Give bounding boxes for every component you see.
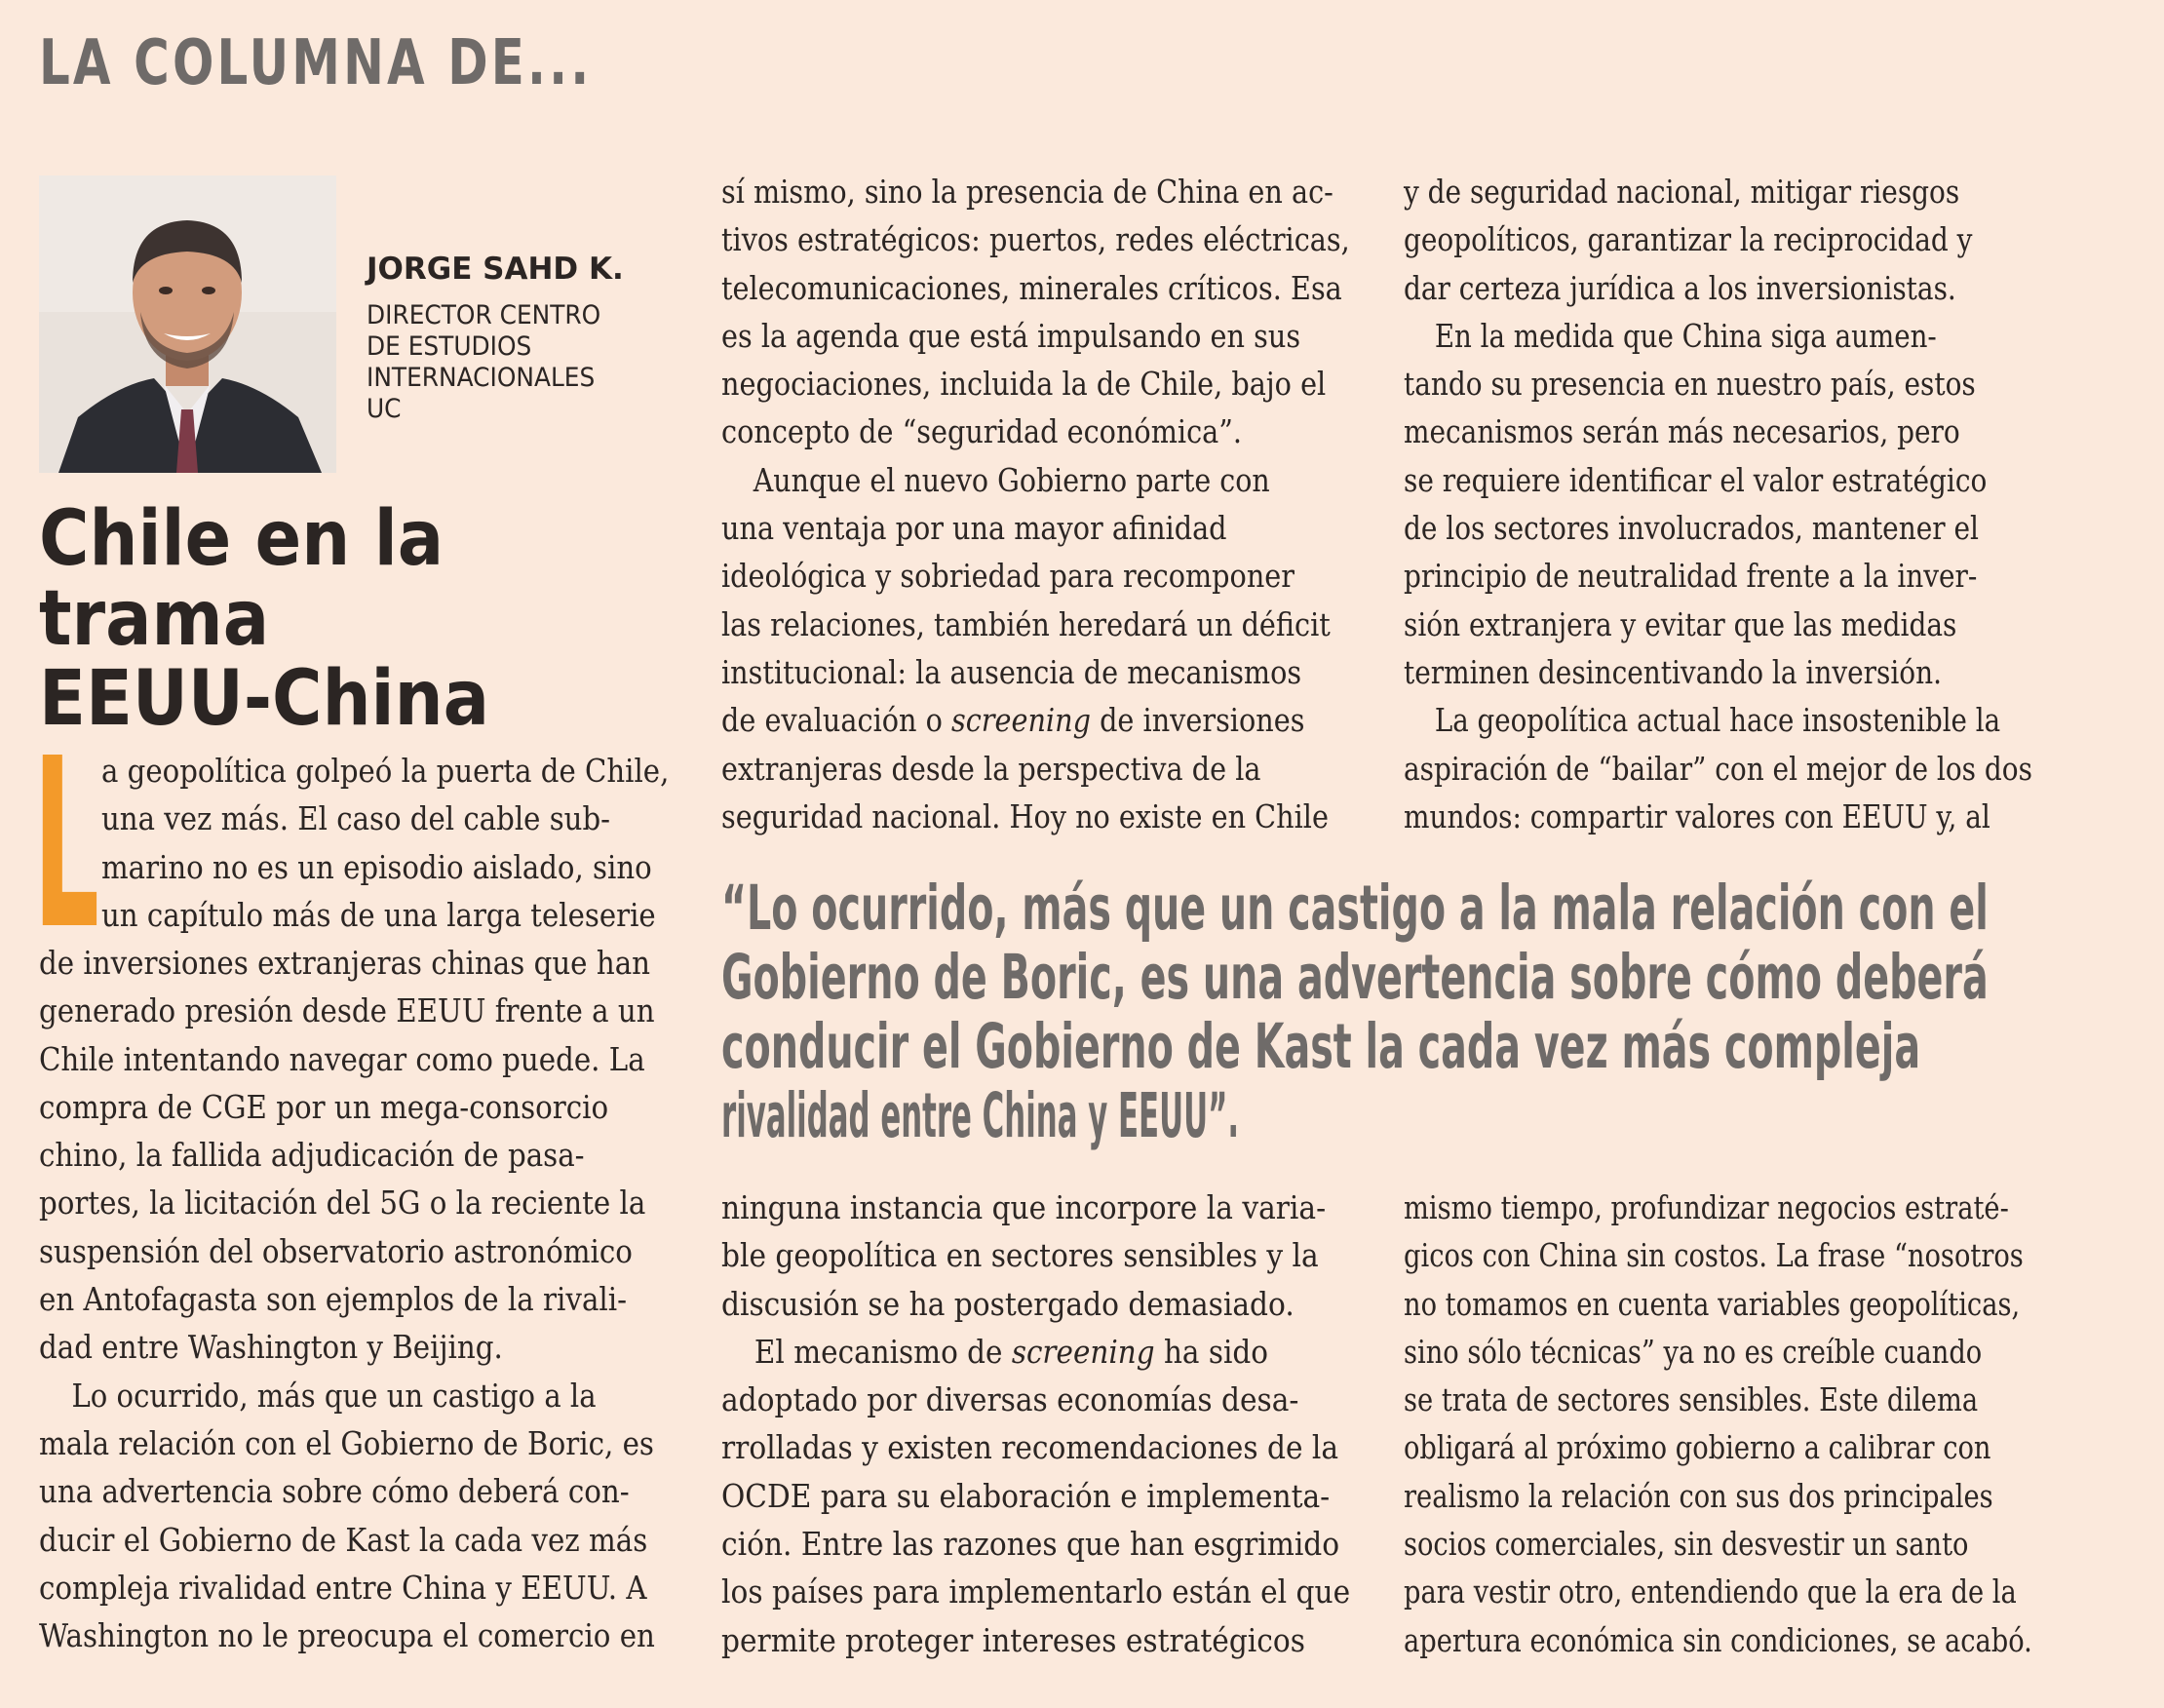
- text-line: suspensión del observatorio astronómico: [39, 1231, 633, 1270]
- text-line: sión extranjera y evitar que las medidas: [1404, 604, 1957, 643]
- column-2-top: [721, 168, 1445, 840]
- text-line: portes, la licitación del 5G o la reciente la: [39, 1184, 646, 1223]
- author-role-line: DE ESTUDIOS: [367, 331, 532, 362]
- column-3-bottom: [1404, 1184, 2164, 1664]
- text-line: discusión se ha postergado demasiado.: [721, 1284, 1295, 1323]
- text-line: no tomamos en cuenta variables geopolíticas,: [1404, 1284, 2021, 1323]
- text-line: rrolladas y existen recomendaciones de la: [721, 1428, 1339, 1467]
- headline: [39, 495, 609, 743]
- text-line: principio de neutralidad frente a la inver-: [1404, 557, 1978, 596]
- text-line: La geopolítica actual hace insostenible la: [1434, 701, 2001, 740]
- text-line: concepto de “seguridad económica”.: [721, 412, 1243, 451]
- text-line: realismo la relación con sus dos principales: [1404, 1476, 1993, 1515]
- text-line: chino, la fallida adjudicación de pasa-: [39, 1136, 585, 1175]
- author-name: JORGE SAHD K.: [367, 252, 624, 287]
- pull-quote-line: conducir el Gobierno de Kast la cada vez más compleja: [721, 1011, 1921, 1082]
- text-line: geopolíticos, garantizar la reciprocidad y: [1404, 220, 1973, 259]
- text-line: Aunque el nuevo Gobierno parte con: [753, 460, 1270, 499]
- text-line: una ventaja por una mayor afinidad: [721, 509, 1227, 548]
- text-line: En la medida que China siga aumen-: [1434, 316, 1937, 355]
- text-line: compra de CGE por un mega-consorcio: [39, 1087, 609, 1126]
- text-line: ducir el Gobierno de Kast la cada vez más: [39, 1520, 648, 1559]
- headline-line: EEUU-China: [39, 655, 489, 743]
- text-line: y de seguridad nacional, mitigar riesgos: [1404, 173, 1960, 211]
- italic-term: screening: [951, 701, 1091, 740]
- text-line: una advertencia sobre cómo deberá con-: [39, 1472, 630, 1511]
- text-line: es la agenda que está impulsando en sus: [721, 316, 1301, 355]
- column-1-body: [39, 939, 733, 1659]
- text-line: a geopolítica golpeó la puerta de Chile,: [101, 752, 670, 790]
- text-line: socios comerciales, sin desvestir un santo: [1404, 1525, 1969, 1564]
- drop-cap-letter: L: [33, 708, 99, 981]
- text-line: ninguna instancia que incorpore la varia-: [721, 1188, 1327, 1226]
- text-line: ideológica y sobriedad para recomponer: [721, 557, 1295, 596]
- headline-line: Chile en la trama: [39, 495, 444, 663]
- column-1-top: [101, 747, 743, 939]
- text-line: apertura económica sin condiciones, se acabó.: [1404, 1620, 2032, 1659]
- text-line: en Antofagasta son ejemplos de la rivali-: [39, 1280, 628, 1319]
- text-line: gicos con China sin costos. La frase “nosotros: [1404, 1236, 2024, 1275]
- section-label: LA COLUMNA DE...: [39, 27, 593, 99]
- author-photo: [39, 175, 336, 473]
- text-line: se trata de sectores sensibles. Este dilema: [1404, 1380, 1979, 1419]
- text-line: El mecanismo de screening ha sido: [754, 1332, 1268, 1371]
- text-line: para vestir otro, entendiendo que la era de la: [1404, 1572, 2017, 1611]
- text-line: las relaciones, también heredará un déficit: [721, 604, 1331, 643]
- text-line: Washington no le preocupa el comercio en: [39, 1616, 655, 1655]
- pull-quote-line: “Lo ocurrido, más que un castigo a la mala relación con el: [721, 873, 1989, 944]
- text-line: marino no es un episodio aislado, sino: [101, 847, 652, 886]
- text-line: dar certeza jurídica a los inversionistas.: [1404, 268, 1956, 307]
- text-line: ble geopolítica en sectores sensibles y la: [721, 1236, 1319, 1275]
- text-line: mundos: compartir valores con EEUU y, al: [1404, 796, 1990, 835]
- author-role-line: INTERNACIONALES UC: [367, 363, 596, 424]
- text-line: permite proteger intereses estratégicos: [721, 1620, 1305, 1659]
- text-line: extranjeras desde la perspectiva de la: [721, 749, 1261, 788]
- text-line: generado presión desde EEUU frente a un: [39, 991, 655, 1030]
- text-line: adoptado por diversas economías desa-: [721, 1380, 1299, 1419]
- text-line: ción. Entre las razones que han esgrimido: [721, 1525, 1340, 1564]
- text-line: negociaciones, incluida la de Chile, bajo el: [721, 365, 1327, 404]
- drop-cap: [33, 708, 99, 981]
- text-line: mecanismos serán más necesarios, pero: [1404, 412, 1960, 451]
- author-role-line: DIRECTOR CENTRO: [367, 300, 601, 330]
- column-3-top: [1404, 168, 2146, 840]
- pull-quote: [721, 873, 2037, 1150]
- text-line: seguridad nacional. Hoy no existe en Chile: [721, 796, 1329, 835]
- text-line: tando su presencia en nuestro país, estos: [1404, 365, 1976, 404]
- author-role: [367, 300, 636, 425]
- text-line: terminen desincentivando la inversión.: [1404, 652, 1942, 691]
- pull-quote-line: rivalidad entre China y EEUU”.: [721, 1080, 1240, 1151]
- text-line: se requiere identificar el valor estratégico: [1404, 460, 1988, 499]
- text-line: los países para implementarlo están el que: [721, 1572, 1351, 1611]
- italic-term: screening: [1011, 1332, 1155, 1371]
- text-line: sí mismo, sino la presencia de China en ac-: [721, 173, 1333, 211]
- text-line: un capítulo más de una larga teleserie: [101, 895, 656, 934]
- text-line: telecomunicaciones, minerales críticos. Esa: [721, 268, 1342, 307]
- text-line: Chile intentando navegar como puede. La: [39, 1039, 645, 1078]
- text-line: una vez más. El caso del cable sub-: [101, 799, 611, 838]
- text-line: de inversiones extranjeras chinas que han: [39, 944, 651, 982]
- text-line: de los sectores involucrados, mantener el: [1404, 509, 1979, 548]
- text-line: mismo tiempo, profundizar negocios estraté-: [1404, 1188, 2009, 1226]
- column-2-bottom: [721, 1184, 1421, 1664]
- text-line: dad entre Washington y Beijing.: [39, 1328, 503, 1367]
- text-line: institucional: la ausencia de mecanismos: [721, 652, 1302, 691]
- text-line: Lo ocurrido, más que un castigo a la: [71, 1376, 597, 1415]
- pull-quote-line: Gobierno de Boric, es una advertencia sobre cómo deberá: [721, 942, 1989, 1013]
- text-line: mala relación con el Gobierno de Boric, es: [39, 1423, 654, 1462]
- text-line: compleja rivalidad entre China y EEUU. A: [39, 1568, 647, 1607]
- text-line: de evaluación o screening de inversiones: [721, 701, 1305, 740]
- text-line: aspiración de “bailar” con el mejor de los dos: [1404, 749, 2032, 788]
- text-line: OCDE para su elaboración e implementa-: [721, 1476, 1331, 1515]
- text-line: tivos estratégicos: puertos, redes eléctricas,: [721, 220, 1350, 259]
- text-line: sino sólo técnicas” ya no es creíble cuando: [1404, 1332, 1983, 1371]
- text-line: obligará al próximo gobierno a calibrar con: [1404, 1428, 1991, 1467]
